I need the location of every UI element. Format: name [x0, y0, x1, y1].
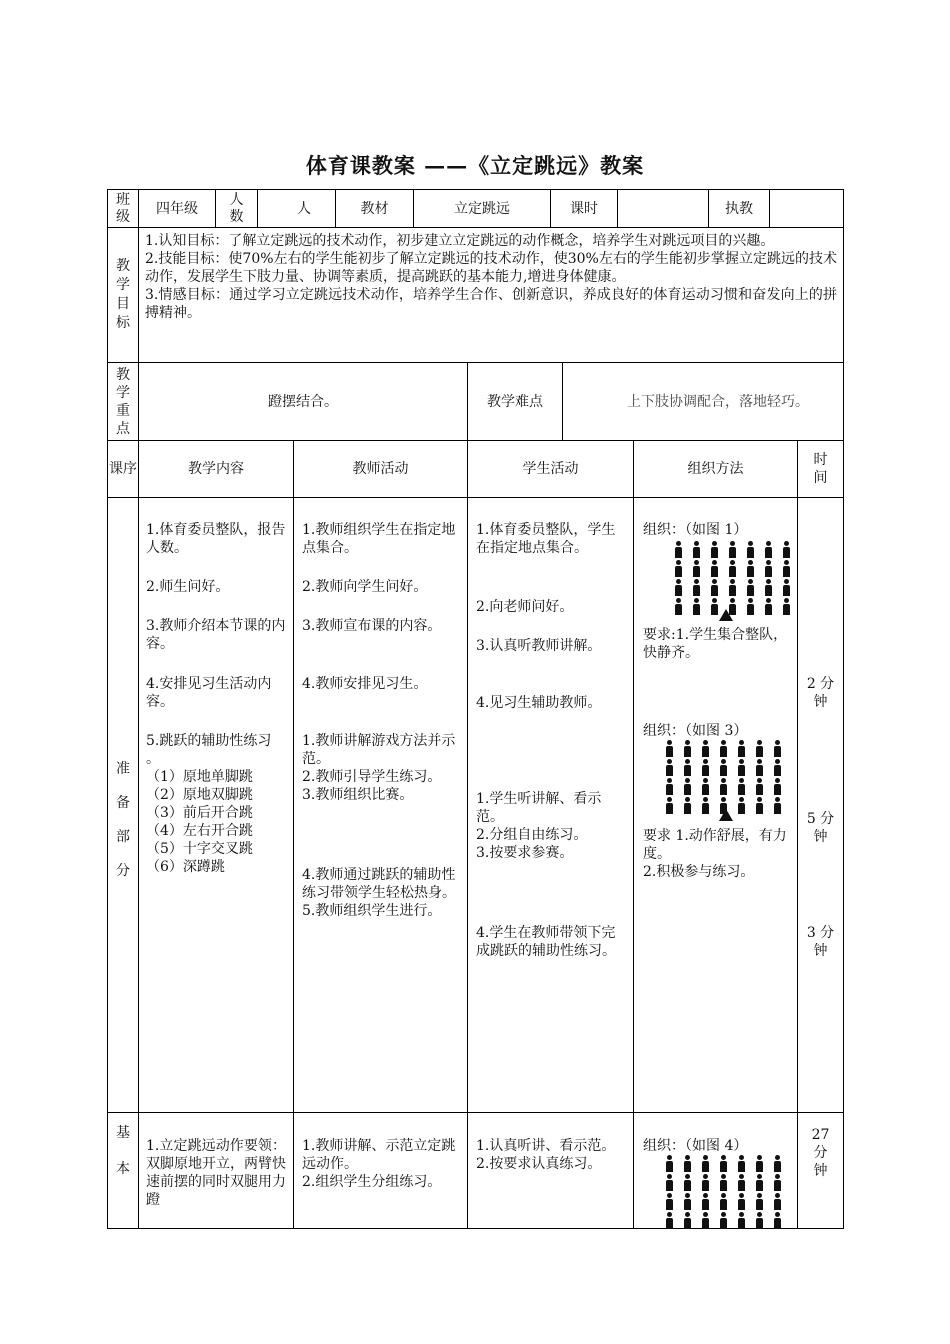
- prep-content-item: 4.安排见习生活动内容。: [146, 676, 272, 710]
- person-icon: [670, 540, 688, 559]
- prep-student-item: 4.见习生辅助教师。: [476, 695, 602, 711]
- prep-student-item: 4.学生在教师带领下完成跳跃的辅助性练习。: [476, 925, 616, 959]
- period-label: 课时: [570, 200, 598, 217]
- person-icon: [733, 739, 751, 758]
- person-icon: [670, 578, 688, 597]
- student-grid: [661, 739, 787, 815]
- key-points-label: 教 学 重 点: [116, 366, 130, 437]
- person-icon: [733, 1154, 751, 1173]
- person-icon: [670, 559, 688, 578]
- person-icon: [778, 597, 796, 616]
- col-student: 学生活动: [522, 461, 579, 477]
- table-border: [633, 440, 634, 1229]
- person-icon: [751, 1211, 769, 1230]
- prep-content-item: 5.跳跃的辅助性练习 。 （1）原地单脚跳 （2）原地双脚跳 （3）前后开合跳 （4）左右开合跳 （5）十字交叉跳 （6）深蹲跳: [146, 733, 272, 875]
- person-icon: [688, 559, 706, 578]
- formation-figure-3: [661, 739, 787, 815]
- prep-time: 2 分 钟: [806, 676, 835, 710]
- person-icon: [769, 777, 787, 796]
- basic-label: 基 本: [116, 1125, 130, 1177]
- period-value: [618, 190, 708, 227]
- objectives-label: 教 学 目 标: [116, 258, 130, 331]
- person-icon: [679, 1192, 697, 1211]
- person-icon: [724, 559, 742, 578]
- person-icon: [715, 758, 733, 777]
- formation-figure-4: [661, 1154, 787, 1230]
- col-content: 教学内容: [188, 461, 244, 477]
- prep-teacher-item: 2.教师向学生问好。: [302, 579, 428, 595]
- difficulty-value: 上下肢协调配合，落地轻巧。: [627, 393, 809, 410]
- prep-student-item: 2.向老师问好。: [476, 599, 574, 615]
- col-sequence: 课序: [109, 461, 137, 477]
- person-icon: [715, 739, 733, 758]
- teacher-label: 执教: [725, 200, 753, 217]
- prep-student-item: 3.认真听教师讲解。: [476, 638, 602, 654]
- table-border: [107, 1112, 844, 1113]
- person-icon: [697, 796, 715, 815]
- person-icon: [769, 1154, 787, 1173]
- person-icon: [778, 578, 796, 597]
- count-label: 人 数: [229, 191, 244, 225]
- table-border: [138, 189, 139, 1229]
- person-icon: [697, 1211, 715, 1230]
- person-icon: [706, 578, 724, 597]
- student-grid: [670, 540, 796, 616]
- person-icon: [670, 597, 688, 616]
- org1-requirement: 要求:1.学生集合整队，快静齐。: [643, 627, 788, 661]
- material-label: 教材: [360, 200, 389, 217]
- person-icon: [769, 1173, 787, 1192]
- teacher-position-icon: [719, 809, 733, 821]
- person-icon: [751, 777, 769, 796]
- prep-label: 准 备 部 分: [116, 760, 130, 879]
- basic-student: 1.认真听讲、看示范。 2.按要求认真练习。: [476, 1138, 616, 1172]
- person-icon: [733, 758, 751, 777]
- table-border: [843, 189, 844, 1229]
- person-icon: [715, 1173, 733, 1192]
- person-icon: [715, 1211, 733, 1230]
- org3-label: 组织：（如图 3）: [643, 723, 748, 739]
- person-icon: [661, 796, 679, 815]
- person-icon: [679, 1211, 697, 1230]
- page-title: 体育课教案 ——《立定跳远》教案: [305, 153, 645, 178]
- key-points-value: 蹬摆结合。: [268, 393, 338, 410]
- person-icon: [751, 739, 769, 758]
- prep-content-item: 1.体育委员整队，报告人数。: [146, 522, 286, 556]
- prep-content-item: 2.师生问好。: [146, 579, 230, 595]
- person-icon: [724, 540, 742, 559]
- person-icon: [751, 1154, 769, 1173]
- person-icon: [733, 1173, 751, 1192]
- person-icon: [733, 777, 751, 796]
- person-icon: [778, 559, 796, 578]
- person-icon: [679, 739, 697, 758]
- teacher-value: [770, 190, 843, 227]
- person-icon: [751, 796, 769, 815]
- org3-requirement: 要求 1.动作舒展，有力度。 2.积极参与练习。: [643, 828, 787, 880]
- person-icon: [742, 597, 760, 616]
- col-time: 时 间: [813, 452, 828, 486]
- person-icon: [661, 1192, 679, 1211]
- person-icon: [697, 777, 715, 796]
- person-icon: [697, 739, 715, 758]
- teacher-position-icon: [719, 609, 733, 621]
- person-icon: [760, 578, 778, 597]
- difficulty-label: 教学难点: [487, 393, 543, 410]
- basic-teacher: 1.教师讲解、示范立定跳远动作。 2.组织学生分组练习。: [302, 1138, 456, 1190]
- person-icon: [679, 1173, 697, 1192]
- person-icon: [760, 559, 778, 578]
- prep-teacher-item: 1.教师讲解游戏方法并示范。 2.教师引导学生练习。 3.教师组织比赛。: [302, 733, 456, 803]
- person-icon: [715, 1192, 733, 1211]
- table-border: [293, 440, 294, 1229]
- person-icon: [706, 540, 724, 559]
- prep-time: 5 分 钟: [806, 811, 835, 845]
- person-icon: [751, 1192, 769, 1211]
- person-icon: [769, 1211, 787, 1230]
- table-border: [107, 497, 844, 498]
- person-icon: [733, 1192, 751, 1211]
- person-icon: [769, 739, 787, 758]
- person-icon: [661, 1154, 679, 1173]
- person-icon: [715, 777, 733, 796]
- person-icon: [706, 559, 724, 578]
- person-icon: [742, 578, 760, 597]
- col-teacher: 教师活动: [352, 461, 409, 477]
- basic-organization: 组织：（如图 4）: [643, 1138, 748, 1154]
- person-icon: [688, 540, 706, 559]
- person-icon: [697, 758, 715, 777]
- person-icon: [733, 796, 751, 815]
- org1-label: 组织：（如图 1）: [643, 522, 748, 538]
- person-icon: [769, 758, 787, 777]
- count-value: 人: [297, 200, 311, 217]
- class-label: 班 级: [116, 191, 130, 225]
- person-icon: [679, 1154, 697, 1173]
- person-icon: [661, 758, 679, 777]
- person-icon: [733, 1211, 751, 1230]
- person-icon: [697, 1154, 715, 1173]
- person-icon: [742, 540, 760, 559]
- prep-student-item: 1.学生听讲解、看示范。 2.分组自由练习。 3.按要求参赛。: [476, 791, 602, 861]
- person-icon: [661, 1211, 679, 1230]
- prep-time: 3 分 钟: [806, 925, 835, 959]
- person-icon: [661, 739, 679, 758]
- table-border: [107, 227, 844, 228]
- student-grid: [661, 1154, 787, 1230]
- person-icon: [724, 578, 742, 597]
- objectives-text: [145, 232, 837, 360]
- person-icon: [688, 597, 706, 616]
- material-value: 立定跳远: [454, 200, 510, 217]
- person-icon: [697, 1192, 715, 1211]
- objectives-paragraph: 1.认知目标：了解立定跳远的技术动作，初步建立立定跳远的动作概念，培养学生对跳远项目的兴趣。 2.技能目标：使70%左右的学生能初步了解立定跳远的技术动作，使30%左右的学生能初步掌握立定跳远的技术动作，发展学生下肢力量、协调等素质，提高跳跃的基本能力,增进身体健康。 3.情感目标：通过学习立定跳远技术动作，培养学生合作、创新意识，养成良好的体育运动习惯和奋发向上的拼搏精神。: [145, 233, 837, 321]
- person-icon: [760, 597, 778, 616]
- person-icon: [661, 1173, 679, 1192]
- person-icon: [751, 1173, 769, 1192]
- person-icon: [751, 758, 769, 777]
- prep-teacher-item: 1.教师组织学生在指定地点集合。: [302, 522, 456, 556]
- prep-teacher-item: 3.教师宣布课的内容。: [302, 618, 442, 634]
- prep-teacher-item: 4.教师安排见习生。: [302, 676, 428, 692]
- formation-figure-1: [670, 540, 796, 616]
- person-icon: [679, 796, 697, 815]
- prep-content-item: 3.教师介绍本节课的内容。: [146, 618, 286, 652]
- table-border: [467, 440, 468, 1229]
- person-icon: [688, 578, 706, 597]
- person-icon: [769, 796, 787, 815]
- person-icon: [679, 758, 697, 777]
- person-icon: [661, 777, 679, 796]
- col-organization: 组织方法: [687, 461, 744, 477]
- prep-teacher-item: 4.教师通过跳跃的辅助性练习带领学生轻松热身。 5.教师组织学生进行。: [302, 867, 456, 919]
- person-icon: [778, 540, 796, 559]
- class-value: 四年级: [156, 200, 198, 217]
- basic-time: 27 分 钟: [811, 1127, 830, 1179]
- basic-content: 1.立定跳远动作要领：双脚原地开立，两臂快速前摆的同时双腿用力蹬: [146, 1138, 286, 1208]
- person-icon: [742, 559, 760, 578]
- prep-student-item: 1.体育委员整队，学生在指定地点集合。: [476, 522, 616, 556]
- person-icon: [715, 1154, 733, 1173]
- person-icon: [697, 1173, 715, 1192]
- person-icon: [679, 777, 697, 796]
- person-icon: [760, 540, 778, 559]
- person-icon: [769, 1192, 787, 1211]
